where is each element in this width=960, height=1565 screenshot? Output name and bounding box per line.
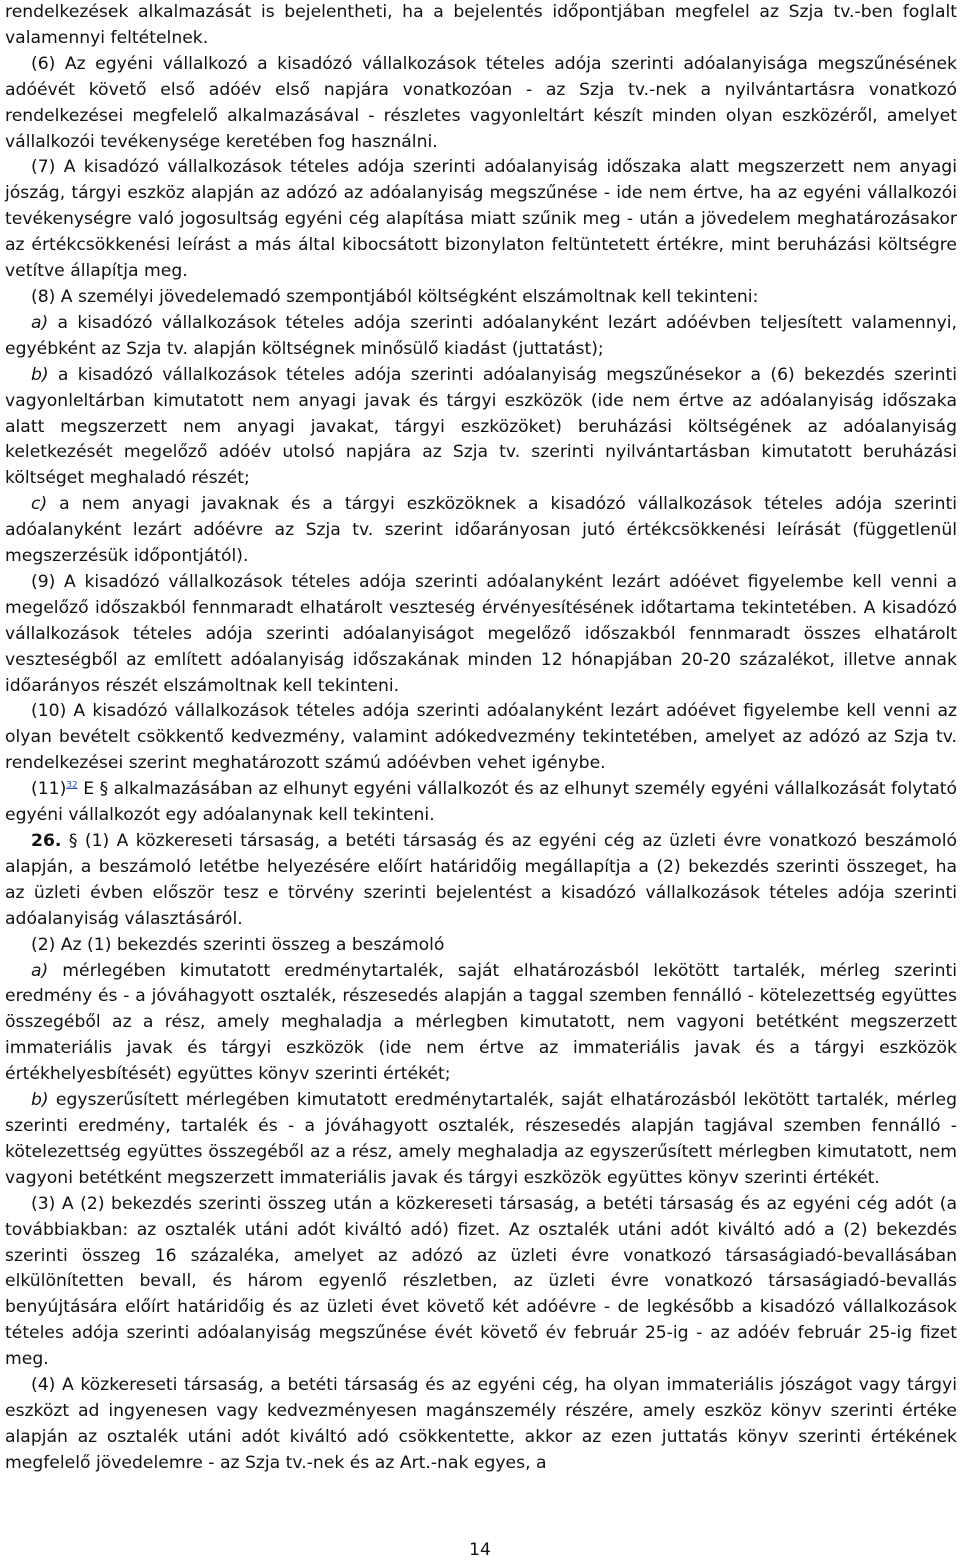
paragraph-11: [5, 777, 957, 829]
section-number: 26.: [31, 831, 62, 851]
paragraph-11-text: E § alkalmazásában az elhunyt egyéni vállalkozót és az elhunyt személy egyéni vállalkozását folytató egyéni vállalkozót egy adóalanynak kell tekinteni.: [5, 779, 957, 826]
point-text-c: a nem anyagi javaknak és a tárgyi eszközöknek a kisadózó vállalkozások tételes adója szerinti adóalanyként lezárt adóévre az Szja tv. szerint időarányosan jutó értékcsökkenési leírását (függetlenül megszerzésük időpontjától).: [5, 494, 957, 567]
paragraph-continuation: rendelkezések alkalmazását is bejelentheti, ha a bejelentés időpontjában megfelel az Szja tv.-ben foglalt valamennyi feltételnek.: [5, 2, 957, 48]
point-label-c: c): [31, 494, 48, 515]
point-label-b: b): [31, 1090, 49, 1111]
paragraph-8a: [5, 311, 957, 363]
paragraph-6: (6) Az egyéni vállalkozó a kisadózó vállalkozások tételes adója szerinti adóalanyisága megszűnésének adóévét követő első adóév első napjára vonatkozóan - az Szja tv.-nek a nyilvántartásra vonatkozó rendelkezései megfelelő alkalmazásával - részletes vagyonleltárt készít minden olyan eszközéről, amelyet vállalkozói tevékenysége keretében fog használni.: [5, 53, 957, 152]
section-26-paragraph-2a: [5, 959, 957, 1089]
section-26-paragraph-3: (3) A (2) bekezdés szerinti összeg után a közkereseti társaság, a betéti társaság és az egyéni cég adót (a továbbiakban: az osztalék utáni adót kiváltó adó) fizet. Az osztalék utáni adót kiváltó adó a (2) bekezdés szerinti összeg 16 százaléka, amelyet az adózó az üzleti évre vonatkozó társaságiadó-bevallásában elkülönítetten bevall, és három egyenlő részletben, az üzleti évre vonatkozó társaságiadó-bevallás benyújtására előírt határidőig és az üzleti évet követő két adóévre - de legkésőbb a kisadózó vállalkozások tételes adója szerinti adóalanyiság megszűnése évét követő év február 25-ig - az adóév február 25-ig fizet meg.: [5, 1193, 957, 1370]
paragraph-9: (9) A kisadózó vállalkozások tételes adója szerinti adóalanyként lezárt adóévet figyelembe kell venni a megelőző időszakból fennmaradt elhatárolt veszteség érvényesítésének időtartama tekintetében. A kisadózó vállalkozások tételes adója szerinti adóalanyiságot megelőző időszakból fennmaradt összes elhatárolt veszteségből az említett adóalanyiság időszakának minden 12 hónapjában 20-20 százalékot, illetve annak időarányos részét elszámoltnak kell tekinteni.: [5, 571, 957, 696]
point-label-a: a): [31, 312, 49, 333]
paragraph-10: (10) A kisadózó vállalkozások tételes adója szerinti adóalanyként lezárt adóévet figyelembe kell venni az olyan bevételt csökkentő kedvezmény, valamint adókedvezmény tekintetében, amelyet az adózó az Szja tv. rendelkezései szerint meghatározott számú adóévben vehet igénybe.: [5, 701, 957, 774]
point-text-a: mérlegében kimutatott eredménytartalék, saját elhatározásból lekötött tartalék, mérleg szerinti eredmény és - a jóváhagyott osztalék, részesedés alapján a taggal szemben fennálló - kötelezettség együttes összegéből az a rész, amely meghaladja a mérlegben kimutatott, nem vagyoni betétként megszerzett immateriális javak és tárgyi eszközök (ide nem értve az immateriális javak és a tárgyi eszközök értékhelyesbítését) együttes könyv szerinti értékét;: [5, 960, 957, 1085]
point-label-a: a): [31, 960, 49, 981]
paragraph-8b: [5, 363, 957, 493]
section-26-paragraph-1: [5, 829, 957, 933]
page-number: 14: [469, 1540, 491, 1560]
point-text-a: a kisadózó vállalkozások tételes adója szerinti adóalanyként lezárt adóévben teljesített valamennyi, egyébként az Szja tv. alapján költségnek minősülő kiadást (juttatást);: [5, 312, 957, 359]
paragraph-11-number: (11): [31, 779, 67, 800]
point-text-b: egyszerűsített mérlegében kimutatott eredménytartalék, saját elhatározásból lekötött tartalék, mérleg szerinti eredmény, tartalék és - a jóváhagyott osztalék, részesedés alapján tagjával szemben fennálló - kötelezettség együttes összegéből az a rész, amely meghaladja az egyszerűsített mérlegben kimutatott, nem vagyoni betétként megszerzett immateriális javak és tárgyi eszközök együttes könyv szerinti értékét.: [5, 1090, 957, 1188]
section-26-paragraph-4: (4) A közkereseti társaság, a betéti társaság és az egyéni cég, ha olyan immateriális jószágot vagy tárgyi eszközt ad ingyenesen vagy kedvezményesen magánszemély részére, amely eszköz könyv szerinti értéke alapján az osztalék utáni adót kiváltó adó csökkentette, akkor az ezen juttatás könyv szerinti értékének megfelelő jövedelemre - az Szja tv.-nek és az Art.-nak egyes, a: [5, 1375, 957, 1473]
section-26-paragraph-1-text: § (1) A közkereseti társaság, a betéti társaság és az egyéni cég az üzleti évre vonatkozó beszámoló alapján, a beszámoló letétbe helyezésére előírt határidőig megállapítja a (2) bekezdés szerinti összeget, ha az üzleti évben először tesz e törvény szerinti bejelentést a kisadózó vállalkozások tételes adója szerinti adóalanyiság választásáról.: [5, 831, 957, 929]
point-text-b: a kisadózó vállalkozások tételes adója szerinti adóalanyiság megszűnésekor a (6) bekezdés szerinti vagyonleltárban kimutatott nem anyagi javak és tárgyi eszközök (ide nem értve az adóalanyiság időszaka alatt megszerzett nem anyagi javakat, tárgyi eszközöket) beruházási költségének az adóalanyiság keletkezését megelőző adóév utolsó napjára az Szja tv. szerinti nyilvántartásban kimutatott beruházási költséget meghaladó részét;: [5, 364, 957, 489]
paragraph-8c: [5, 492, 957, 570]
document-page: [5, 0, 957, 1477]
paragraph-7: (7) A kisadózó vállalkozások tételes adója szerinti adóalanyiság időszaka alatt megszerzett nem anyagi jószág, tárgyi eszköz alapján az adózó az adóalanyiság megszűnése - ide nem értve, ha az egyéni vállalkozói tevékenységre való jogosultság egyéni cég alapítása miatt szűnik meg - után a jövedelem meghatározásakor az értékcsökkenési leírást a más által kibocsátott bizonylaton feltüntetett értékre, mint beruházási költségre vetítve állapítja meg.: [5, 157, 957, 282]
paragraph-8: (8) A személyi jövedelemadó szempontjából költségként elszámoltnak kell tekinteni:: [31, 286, 759, 307]
point-label-b: b): [31, 364, 49, 385]
footnote-link[interactable]: 32: [66, 780, 78, 791]
section-26-paragraph-2: (2) Az (1) bekezdés szerinti összeg a beszámoló: [31, 934, 445, 955]
section-26-paragraph-2b: [5, 1088, 957, 1192]
